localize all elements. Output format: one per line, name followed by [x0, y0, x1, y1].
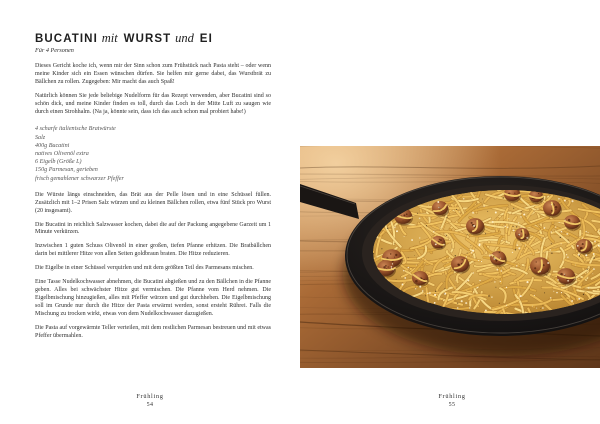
- parmesan-speck: [443, 244, 445, 246]
- page-number: 54: [146, 402, 154, 408]
- pepper-speck: [446, 217, 447, 218]
- ingredient-item: 6 Eigelb (Größe L): [35, 159, 82, 166]
- pepper-speck: [579, 255, 580, 256]
- parmesan-speck: [555, 226, 556, 227]
- parmesan-speck: [473, 272, 474, 273]
- parmesan-speck: [438, 207, 439, 208]
- meatball-speck: [439, 239, 440, 240]
- pepper-speck: [373, 253, 374, 254]
- parmesan-speck: [483, 205, 484, 206]
- parmesan-speck: [472, 212, 474, 214]
- pepper-speck: [462, 259, 463, 260]
- pepper-speck: [482, 199, 483, 200]
- meatball-speck: [582, 243, 584, 245]
- pepper-speck: [487, 211, 488, 212]
- section-name: Frühling: [136, 393, 164, 400]
- pepper-speck: [396, 279, 397, 280]
- ingredient-item: 150g Parmesan, gerieben: [35, 167, 98, 174]
- parmesan-speck: [489, 255, 491, 257]
- parmesan-speck: [461, 300, 463, 302]
- parmesan-speck: [564, 274, 565, 275]
- pepper-speck: [551, 252, 552, 253]
- parmesan-speck: [455, 280, 456, 281]
- parmesan-speck: [491, 296, 493, 298]
- parmesan-speck: [434, 294, 436, 296]
- parmesan-speck: [416, 265, 417, 266]
- meatball-speck: [538, 193, 539, 194]
- pepper-speck: [544, 292, 545, 293]
- parmesan-speck: [525, 245, 526, 246]
- pepper-speck: [493, 256, 494, 257]
- meatball-speck: [534, 267, 536, 269]
- title-word-bucatini: BUCATINI: [35, 33, 98, 45]
- pepper-speck: [560, 237, 561, 238]
- meatball-speck: [457, 264, 459, 266]
- parmesan-speck: [542, 307, 544, 309]
- method-step: Die Bucatini in reichlich Salzwasser kochen, dabei die auf der Packung angegebene Garzeit um 1 Minute verkürzen.: [35, 221, 271, 236]
- parmesan-speck: [440, 228, 441, 229]
- pepper-speck: [450, 269, 451, 270]
- parmesan-speck: [518, 234, 520, 236]
- pepper-speck: [444, 293, 445, 294]
- parmesan-speck: [526, 281, 528, 283]
- parmesan-speck: [465, 302, 467, 304]
- parmesan-speck: [598, 245, 600, 247]
- pepper-speck: [513, 226, 514, 227]
- pepper-speck: [408, 257, 409, 258]
- meatball: [432, 201, 448, 215]
- pepper-speck: [546, 275, 547, 276]
- meatball-speck: [388, 266, 389, 267]
- parmesan-speck: [557, 279, 559, 281]
- pepper-speck: [568, 239, 569, 240]
- pepper-speck: [387, 228, 388, 229]
- parmesan-speck: [422, 290, 424, 292]
- pepper-speck: [499, 252, 500, 253]
- method-step: Die Eigelbe in einer Schüssel verquirlen und mit dem größten Teil des Parmesans mischen.: [35, 265, 254, 272]
- ingredient-item: natives Olivenöl extra: [35, 151, 89, 158]
- meatball-speck: [568, 219, 571, 222]
- parmesan-speck: [550, 249, 551, 250]
- pepper-speck: [441, 247, 442, 248]
- parmesan-speck: [394, 227, 396, 229]
- parmesan-speck: [500, 258, 501, 259]
- meatball-speck: [403, 214, 405, 216]
- parmesan-speck: [561, 292, 562, 293]
- parmesan-speck: [558, 198, 560, 200]
- method-step: Eine Tasse Nudelkochwasser abnehmen, die Bucatini abgießen und zu den Bällchen in die Pfanne geben. Alles bei schwächster Hitze gut vermischen. Die Pfanne vom Herd nehmen. Die Eigelbmischung hinzugießen, alles mit Pfeffer würzen und gut durchheben. Die Eigelbmischung soll im Grunde nur durch die Hitze der Pasta erwärmt werden, sonst ersteht Rührei. Falls die Mischung zu trocken wirkt, etwas von dem Nudelkochwasser dazugießen.: [35, 279, 271, 317]
- parmesan-speck: [404, 277, 406, 279]
- meatball-speck: [471, 222, 473, 224]
- pepper-speck: [426, 225, 427, 226]
- parmesan-speck: [551, 204, 552, 205]
- pepper-speck: [515, 249, 516, 250]
- parmesan-speck: [479, 280, 480, 281]
- meatball-speck: [390, 253, 391, 254]
- parmesan-speck: [469, 307, 471, 309]
- parmesan-speck: [508, 218, 509, 219]
- pepper-speck: [425, 295, 426, 296]
- parmesan-speck: [485, 309, 487, 311]
- parmesan-speck: [396, 230, 398, 232]
- pepper-speck: [485, 233, 486, 234]
- parmesan-speck: [594, 241, 596, 243]
- left-page-footer: [120, 393, 180, 410]
- parmesan-speck: [532, 306, 533, 307]
- parmesan-speck: [504, 226, 505, 227]
- parmesan-speck: [494, 281, 495, 282]
- parmesan-speck: [547, 262, 549, 264]
- parmesan-speck: [518, 247, 520, 249]
- parmesan-speck: [520, 295, 522, 297]
- ingredient-item: Salz: [35, 134, 46, 141]
- parmesan-speck: [564, 200, 566, 202]
- meatball-speck: [555, 209, 556, 210]
- parmesan-speck: [435, 243, 437, 245]
- parmesan-speck: [588, 287, 590, 289]
- parmesan-speck: [471, 252, 473, 254]
- pepper-speck: [394, 243, 395, 244]
- parmesan-speck: [466, 256, 467, 257]
- meatball-speck: [383, 266, 385, 268]
- pepper-speck: [521, 211, 522, 212]
- parmesan-speck: [516, 265, 517, 266]
- parmesan-speck: [419, 237, 420, 238]
- parmesan-speck: [593, 253, 595, 255]
- parmesan-speck: [567, 256, 569, 258]
- parmesan-speck: [411, 239, 413, 241]
- method-step: Inzwischen 1 guten Schuss Olivenöl in einer großen, tiefen Pfanne erhitzen. Die Bratbällchen darin bei mittlerer Hitze von allen Seiten goldbraun braten. Die Hitze reduzieren.: [35, 243, 271, 258]
- meatball: [530, 257, 550, 275]
- pepper-speck: [547, 271, 548, 272]
- parmesan-speck: [520, 216, 521, 217]
- parmesan-speck: [578, 298, 580, 300]
- pepper-speck: [543, 305, 544, 306]
- pepper-speck: [444, 288, 445, 289]
- parmesan-speck: [497, 269, 499, 271]
- parmesan-speck: [392, 263, 393, 264]
- pepper-speck: [503, 197, 504, 198]
- parmesan-speck: [437, 201, 439, 203]
- pepper-speck: [455, 255, 456, 256]
- parmesan-speck: [506, 240, 507, 241]
- meatball-speck: [406, 213, 408, 215]
- parmesan-speck: [457, 307, 459, 309]
- parmesan-speck: [567, 280, 569, 282]
- servings: Für 4 Personen: [35, 47, 74, 54]
- parmesan-speck: [544, 227, 546, 229]
- parmesan-speck: [592, 273, 593, 274]
- meatball-speck: [560, 273, 563, 276]
- pepper-speck: [381, 248, 382, 249]
- ingredient-item: 400g Bucatini: [35, 142, 70, 149]
- parmesan-speck: [393, 269, 394, 270]
- pepper-speck: [403, 221, 404, 222]
- parmesan-speck: [571, 200, 573, 202]
- pepper-speck: [456, 209, 457, 210]
- parmesan-speck: [472, 249, 474, 251]
- parmesan-speck: [466, 290, 467, 291]
- pepper-speck: [457, 303, 458, 304]
- intro-text: [35, 63, 271, 116]
- parmesan-speck: [575, 265, 576, 266]
- parmesan-speck: [472, 235, 473, 236]
- parmesan-speck: [402, 284, 404, 286]
- ingredient-item: 4 scharfe italienische Bratwürste: [35, 126, 116, 133]
- meatball: [412, 271, 428, 285]
- parmesan-speck: [556, 292, 558, 294]
- ingredient-list: [35, 125, 271, 182]
- parmesan-speck: [473, 225, 475, 227]
- parmesan-speck: [506, 287, 507, 288]
- pepper-speck: [470, 245, 471, 246]
- parmesan-speck: [428, 205, 429, 206]
- parmesan-speck: [577, 245, 579, 247]
- parmesan-speck: [391, 266, 393, 268]
- parmesan-speck: [434, 302, 436, 304]
- pepper-speck: [435, 291, 436, 292]
- pepper-speck: [587, 269, 588, 270]
- parmesan-speck: [419, 217, 421, 219]
- parmesan-speck: [550, 231, 551, 232]
- recipe-column: [35, 31, 271, 346]
- parmesan-speck: [491, 254, 492, 255]
- pepper-speck: [583, 294, 584, 295]
- right-page-footer: [422, 393, 482, 410]
- method-steps: [35, 192, 271, 341]
- pepper-speck: [565, 294, 566, 295]
- parmesan-speck: [513, 229, 515, 231]
- meatball-speck: [514, 193, 515, 194]
- parmesan-speck: [550, 297, 552, 299]
- parmesan-speck: [478, 260, 479, 261]
- recipe-title: [35, 31, 271, 46]
- parmesan-speck: [534, 295, 535, 296]
- section-name: Frühling: [438, 393, 466, 400]
- parmesan-speck: [408, 267, 410, 269]
- recipe-photo: [300, 146, 600, 368]
- parmesan-speck: [466, 281, 467, 282]
- parmesan-speck: [492, 221, 494, 223]
- parmesan-speck: [481, 261, 482, 262]
- parmesan-speck: [588, 232, 589, 233]
- parmesan-speck: [391, 268, 392, 269]
- ingredient-item: frisch gemahlener schwarzer Pfeffer: [35, 175, 124, 182]
- meatball-speck: [536, 261, 537, 262]
- parmesan-speck: [526, 237, 528, 239]
- parmesan-speck: [467, 279, 469, 281]
- pepper-speck: [499, 303, 500, 304]
- meatball-speck: [385, 265, 387, 267]
- pepper-speck: [522, 287, 523, 288]
- parmesan-speck: [564, 219, 565, 220]
- parmesan-speck: [513, 220, 514, 221]
- meatball-speck: [580, 248, 581, 249]
- pepper-speck: [445, 281, 446, 282]
- parmesan-speck: [404, 236, 405, 237]
- method-step: Die Würste längs einschneiden, das Brät aus der Pelle lösen und in eine Schüssel füllen. Zusätzlich mit 1–2 Prisen Salz würzen und zu kleinen Bällchen rollen, etwa fünf Stück pro Wurst (20 insgesamt).: [35, 191, 271, 214]
- pepper-speck: [593, 258, 594, 259]
- pepper-speck: [443, 210, 444, 211]
- parmesan-speck: [598, 230, 599, 231]
- parmesan-speck: [419, 286, 421, 288]
- parmesan-speck: [425, 259, 426, 260]
- parmesan-speck: [561, 231, 562, 232]
- parmesan-speck: [523, 213, 525, 215]
- pepper-speck: [540, 308, 541, 309]
- title-word-ei: EI: [199, 33, 213, 45]
- page-number: 55: [448, 402, 456, 408]
- pepper-speck: [516, 226, 517, 227]
- title-word-und: und: [175, 31, 194, 45]
- parmesan-speck: [403, 270, 404, 271]
- parmesan-speck: [427, 293, 428, 294]
- meatball-speck: [551, 210, 553, 212]
- parmesan-speck: [500, 281, 501, 282]
- pepper-speck: [513, 208, 514, 209]
- pepper-speck: [495, 287, 496, 288]
- parmesan-speck: [478, 245, 480, 247]
- meatball: [490, 251, 506, 265]
- parmesan-speck: [517, 244, 518, 245]
- parmesan-speck: [593, 268, 595, 270]
- meatball-speck: [395, 254, 397, 256]
- parmesan-speck: [561, 243, 562, 244]
- meatball-speck: [543, 264, 545, 266]
- meatball-speck: [555, 206, 558, 209]
- parmesan-speck: [433, 231, 434, 232]
- title-word-wurst: WURST: [123, 33, 172, 45]
- pepper-speck: [394, 257, 395, 258]
- parmesan-speck: [429, 292, 431, 294]
- parmesan-speck: [559, 222, 560, 223]
- method-step: Die Pasta auf vorgewärmte Teller verteilen, mit dem restlichen Parmesan bestreuen und mit etwas Pfeffer übermahlen.: [35, 324, 271, 339]
- parmesan-speck: [463, 198, 465, 200]
- pepper-speck: [467, 253, 468, 254]
- parmesan-speck: [507, 227, 508, 228]
- parmesan-speck: [571, 300, 573, 302]
- parmesan-speck: [495, 212, 497, 214]
- parmesan-speck: [566, 254, 567, 255]
- parmesan-speck: [518, 222, 519, 223]
- pepper-speck: [529, 289, 530, 290]
- meatball-speck: [415, 280, 418, 283]
- intro-paragraph: Natürlich können Sie jede beliebige Nudelform für das Rezept verwenden, aber Bucatini sind so schön dick, und meine Kinder finden es toll, durch das Loch in der Mitte Luft zu saugen wie durch einen Strohhalm. (Na ja, könnte sein, dass ich das auch schon mal probiert habe!): [35, 92, 271, 115]
- parmesan-speck: [582, 237, 583, 238]
- meatball: [451, 256, 469, 272]
- parmesan-speck: [576, 279, 577, 280]
- parmesan-speck: [566, 233, 568, 235]
- pepper-speck: [551, 243, 552, 244]
- parmesan-speck: [415, 288, 416, 289]
- parmesan-speck: [501, 270, 502, 271]
- parmesan-speck: [477, 287, 478, 288]
- parmesan-speck: [553, 291, 554, 292]
- pepper-speck: [467, 234, 468, 235]
- parmesan-speck: [520, 227, 521, 228]
- parmesan-speck: [512, 252, 513, 253]
- pepper-speck: [488, 295, 489, 296]
- parmesan-speck: [536, 308, 537, 309]
- parmesan-speck: [506, 305, 507, 306]
- parmesan-speck: [540, 271, 541, 272]
- pepper-speck: [446, 235, 447, 236]
- parmesan-speck: [494, 258, 496, 260]
- parmesan-speck: [585, 254, 587, 256]
- title-word-mit: mit: [101, 31, 118, 45]
- intro-paragraph: Dieses Gericht koche ich, wenn mir der Sinn schon zum Frühstück nach Pasta steht – oder wenn meine Kinder sich ein Essen wünschen dürfen. Sie helfen mir gerne dabei, das Wurstbrät zu Bällchen zu rollen. Zugegeben: Mir macht das auch Spaß!: [35, 63, 271, 85]
- pepper-speck: [417, 213, 418, 214]
- parmesan-speck: [586, 231, 587, 232]
- pepper-speck: [414, 255, 415, 256]
